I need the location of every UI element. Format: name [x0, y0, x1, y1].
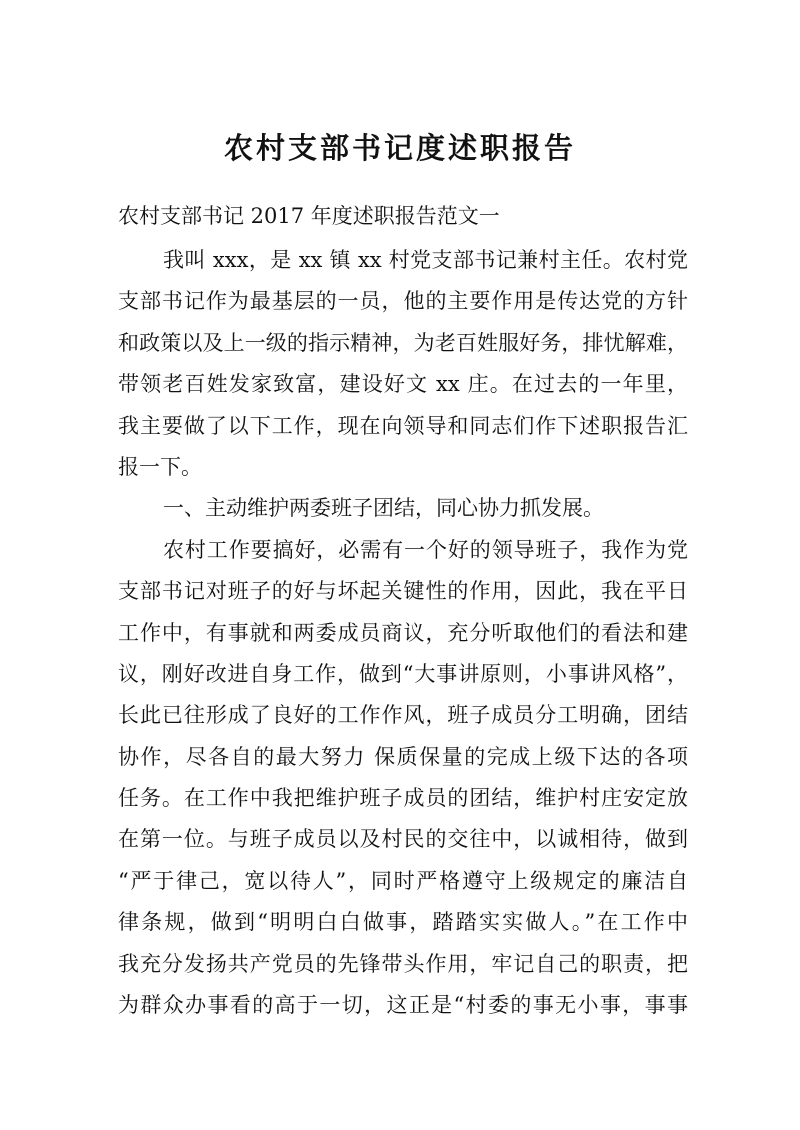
body-line: 议，刚好改进自身工作，做到“大事讲原则，小事讲风格”， — [118, 661, 688, 686]
body-line: 在第一位。与班子成员以及村民的交往中，以诚相待，做到 — [118, 827, 688, 852]
body-line: 工作中，有事就和两委成员商议，充分听取他们的看法和建 — [118, 620, 688, 645]
body-line: 为群众办事看的高于一切，这正是“村委的事无小事，事事 — [118, 993, 688, 1018]
body-line: 协作，尽各自的最大努力 保质保量的完成上级下达的各项 — [118, 744, 688, 769]
body-line: 报一下。 — [118, 454, 202, 479]
body-line: 我叫 xxx，是 xx 镇 xx 村党支部书记兼村主任。农村党 — [163, 248, 688, 272]
body-line: “严于律己，宽以待人”，同时严格遵守上级规定的廉洁自 — [118, 868, 688, 893]
document-title: 农村支部书记度述职报告 — [223, 131, 576, 165]
body-line: 和政策以及上一级的指示精神，为老百姓服好务，排忧解难， — [118, 330, 688, 355]
body-line: 一、主动维护两委班子团结，同心协力抓发展。 — [163, 496, 604, 521]
document-subtitle: 农村支部书记 2017 年度述职报告范文一 — [118, 204, 500, 228]
document-body — [118, 240, 688, 1026]
body-line: 我充分发扬共产党员的先锋带头作用，牢记自己的职责，把 — [118, 951, 688, 976]
body-line: 农村工作要搞好，必需有一个好的领导班子，我作为党 — [163, 537, 688, 562]
body-line: 律条规，做到“明明白白做事，踏踏实实做人。”在工作中 — [118, 910, 688, 935]
body-line: 我主要做了以下工作，现在向领导和同志们作下述职报告汇 — [118, 413, 688, 438]
body-line: 任务。在工作中我把维护班子成员的团结，维护村庄安定放 — [118, 786, 688, 811]
body-line: 带领老百姓发家致富，建设好文 xx 庄。在过去的一年里， — [118, 372, 688, 397]
body-line: 支部书记对班子的好与坏起关键性的作用，因此，我在平日 — [118, 579, 688, 604]
body-line: 支部书记作为最基层的一员，他的主要作用是传达党的方针 — [118, 289, 688, 314]
body-line: 长此已往形成了良好的工作作风，班子成员分工明确，团结 — [118, 703, 688, 728]
